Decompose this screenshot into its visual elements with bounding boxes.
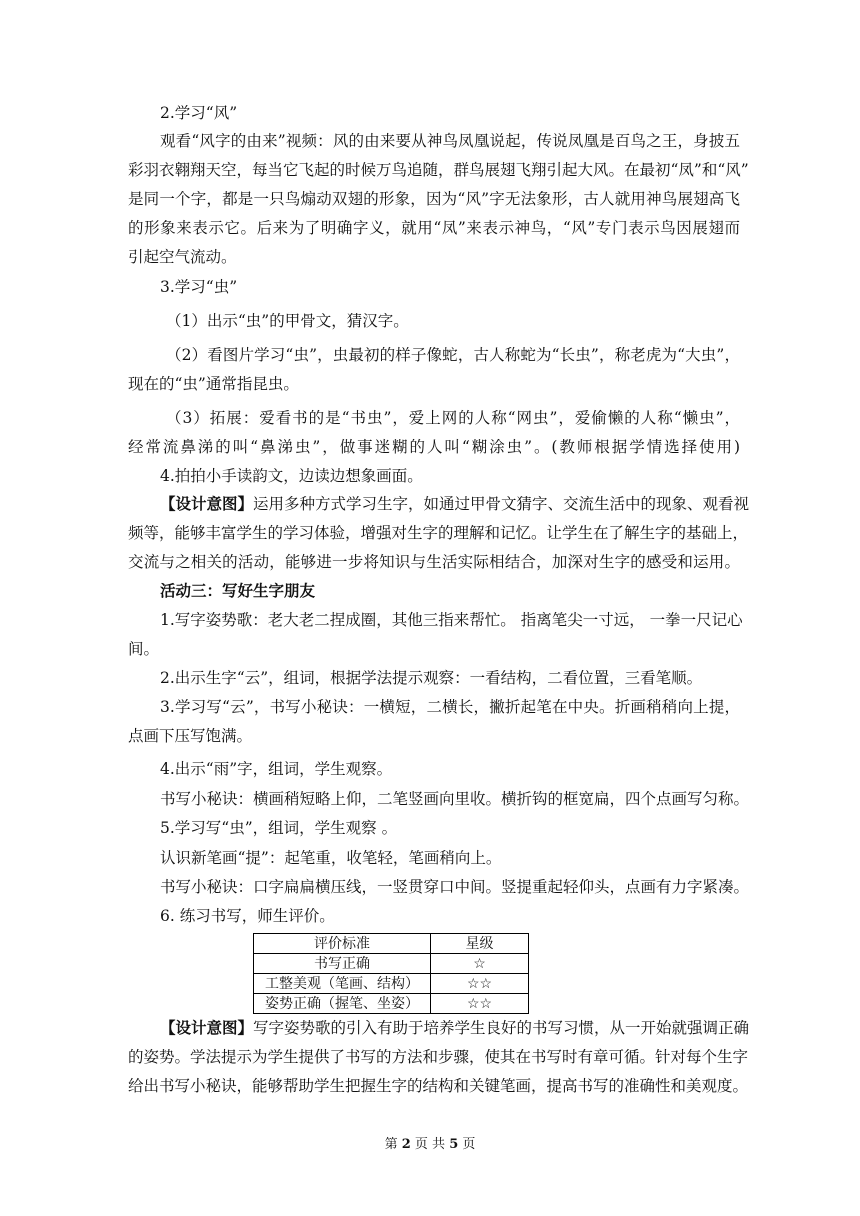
section-title-chong: 3.学习“虫”: [160, 278, 238, 296]
paragraph-line: 彩羽衣翱翔天空，每当它飞起的时候万鸟追随，群鸟展翅飞翔引起大风。在最初“凤”和“风”: [128, 161, 749, 179]
table-cell: 工整美观（笔画、结构）: [254, 974, 431, 994]
paragraph-line: 4.拍拍小手读韵文，边读边想象画面。: [160, 467, 423, 485]
paragraph-line: 认识新笔画“提”：起笔重，收笔轻，笔画稍向上。: [160, 849, 502, 867]
table-header-cell: 评价标准: [254, 934, 431, 954]
current-page-number: 2: [401, 1137, 411, 1152]
activity-three-heading: 活动三：写好生字朋友: [160, 582, 316, 600]
total-page-number: 5: [449, 1137, 459, 1152]
paragraph-line: 交流与之相关的活动，能够进一步将知识与生活实际相结合，加深对生字的感受和运用。: [128, 553, 740, 571]
table-row: [254, 974, 529, 994]
paragraph-line: 书写小秘诀：口字扁扁横压线，一竖贯穿口中间。竖提重起轻仰头，点画有力字紧凑。: [160, 878, 750, 896]
paragraph-line: 现在的“虫”通常指昆虫。: [128, 375, 299, 393]
paragraph-line: 5.学习写“虫”，组词，学生观察 。: [160, 819, 398, 837]
paragraph-line: （1）出示“虫”的甲骨文，猜汉字。: [166, 312, 409, 330]
paragraph-line: 3.学习写“云”，书写小秘诀：一横短，二横长，撇折起笔在中央。折画稍稍向上提，: [160, 698, 740, 716]
paragraph-line: 1.写字姿势歌：老大老二捏成圈，其他三指来帮忙。 指离笔尖一寸远， 一拳一尺记心: [160, 611, 743, 629]
section-title-feng: 2.学习“风”: [160, 104, 238, 122]
table-cell: 姿势正确（握笔、坐姿）: [254, 994, 431, 1014]
table-header-cell: 星级: [431, 934, 529, 954]
paragraph-line: 6. 练习书写，师生评价。: [160, 907, 335, 925]
paragraph-line: 点画下压写饱满。: [128, 727, 253, 745]
design-intent-line: 【设计意图】写字姿势歌的引入有助于培养学生良好的书写习惯，从一开始就强调正确: [160, 1018, 750, 1037]
table-cell: ☆☆: [431, 974, 529, 994]
paragraph-line: 经常流鼻涕的叫“鼻涕虫”，做事迷糊的人叫“糊涂虫”。(教师根据学情选择使用): [128, 438, 740, 456]
paragraph-line: 的形象来表示它。后来为了明确字义，就用“凤”来表示神鸟，“风”专门表示鸟因展翅而: [128, 219, 740, 237]
table-cell: 书写正确: [254, 954, 431, 974]
paragraph-line: 2.出示生字“云”，组词，根据学法提示观察：一看结构，二看位置，三看笔顺。: [160, 669, 703, 687]
table-cell: ☆: [431, 954, 529, 974]
table-row: [254, 954, 529, 974]
paragraph-line: （2）看图片学习“虫”，虫最初的样子像蛇，古人称蛇为“长虫”，称老虎为“大虫”，: [166, 346, 740, 364]
paragraph-line: 的姿势。学法提示为学生提供了书写的方法和步骤，使其在书写时有章可循。针对每个生字: [128, 1048, 749, 1066]
paragraph-line: 间。: [128, 640, 160, 658]
table-cell: ☆☆: [431, 994, 529, 1014]
evaluation-table: [253, 933, 529, 1014]
table-row: [254, 994, 529, 1014]
design-intent-label: 【设计意图】: [160, 1018, 254, 1037]
paragraph-line: 书写小秘诀：横画稍短略上仰，二笔竖画向里收。横折钩的框宽扁，四个点画写匀称。: [160, 790, 750, 808]
design-intent-line: 【设计意图】运用多种方式学习生字，如通过甲骨文猜字、交流生活中的现象、观看视: [160, 494, 750, 513]
paragraph-line: 4.出示“雨”字，组词，学生观察。: [160, 760, 393, 778]
paragraph-line: 观看“风字的由来”视频：风的由来要从神鸟凤凰说起，传说凤凰是百鸟之王，身披五: [160, 132, 740, 150]
paragraph-line: 频等，能够丰富学生的学习体验，增强对生字的理解和记忆。让学生在了解生字的基础上，: [128, 524, 749, 542]
paragraph-line: 是同一个字，都是一只鸟煽动双翅的形象，因为“风”字无法象形，古人就用神鸟展翅高飞: [128, 190, 740, 208]
page-footer: 第 2 页 共 5 页: [384, 1137, 476, 1152]
table-header-row: [254, 934, 529, 954]
paragraph-line: 引起空气流动。: [128, 248, 237, 266]
design-intent-label: 【设计意图】: [160, 494, 254, 513]
paragraph-line: 给出书写小秘诀，能够帮助学生把握生字的结构和关键笔画，提高书写的准确性和美观度。: [128, 1077, 749, 1095]
paragraph-line: （3）拓展：爱看书的是“书虫”，爱上网的人称“网虫”，爱偷懒的人称“懒虫”，: [166, 409, 740, 427]
